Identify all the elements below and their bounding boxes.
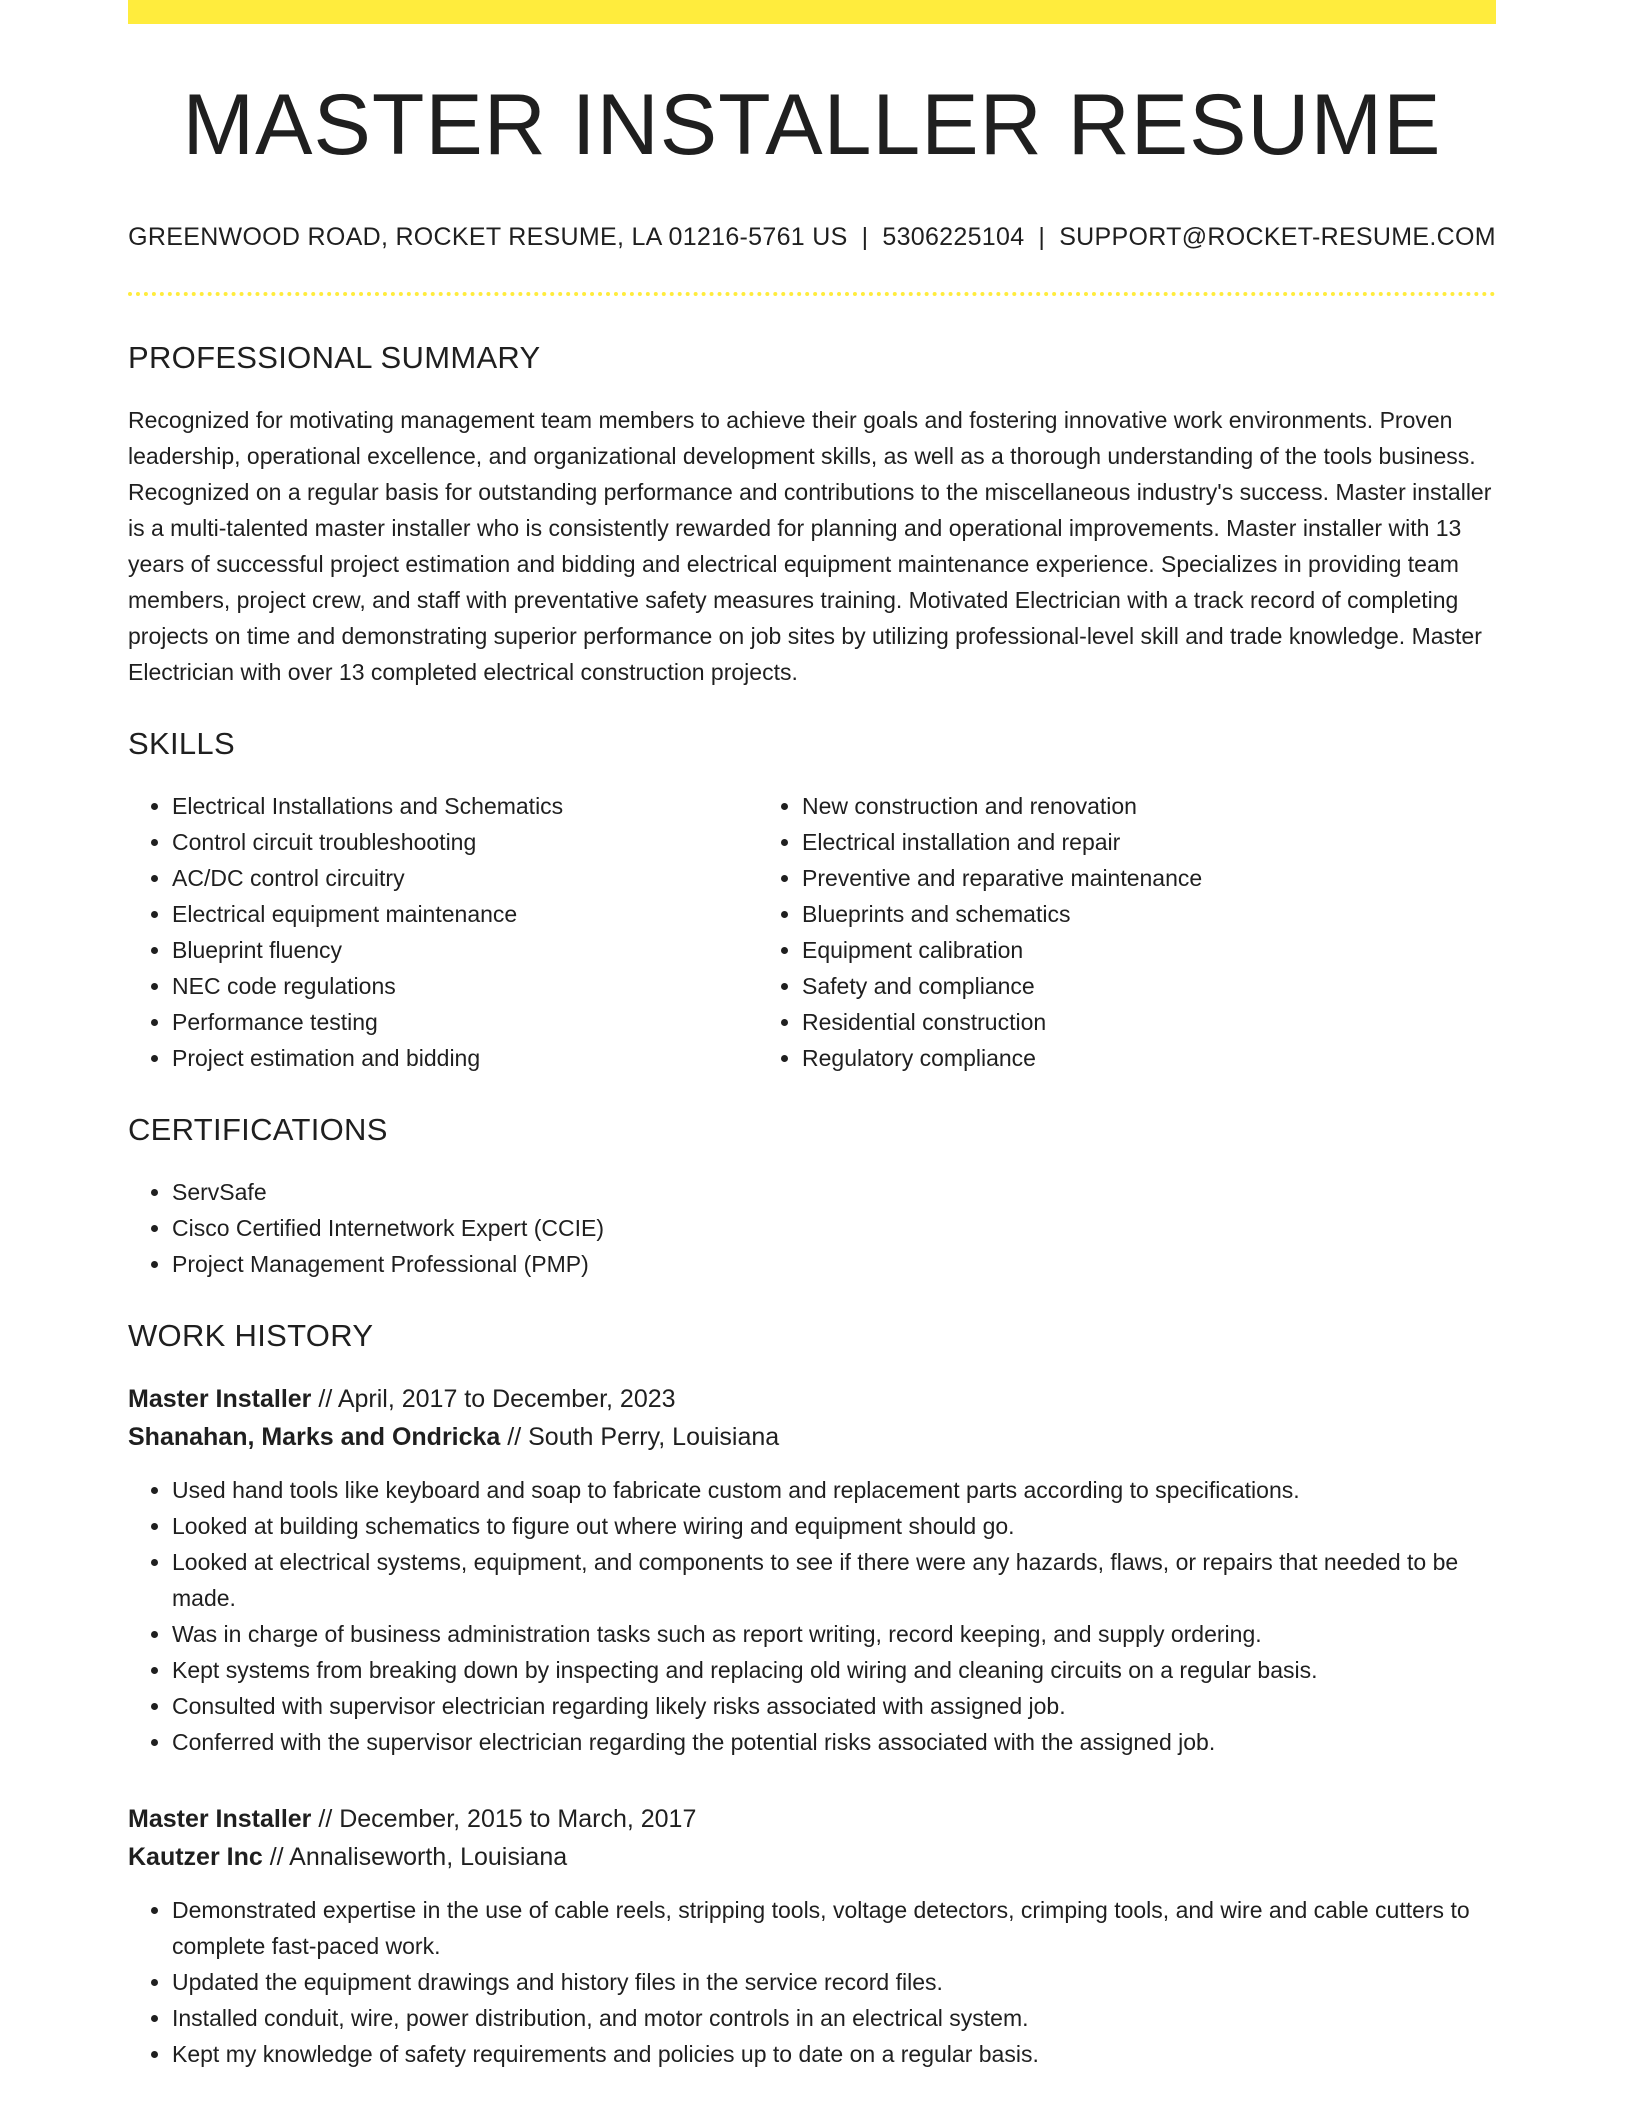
resume-title: MASTER INSTALLER RESUME (182, 77, 1442, 173)
skills-column-right (758, 788, 1458, 1076)
job-bullet: • Was in charge of business administration tasks such as report writing, record keeping, and supply ordering. (172, 1616, 1496, 1652)
top-accent-bar (128, 0, 1496, 24)
skill-item: • Residential construction (802, 1004, 1458, 1040)
skill-item: • Performance testing (172, 1004, 758, 1040)
job-location: // South Perry, Louisiana (500, 1422, 780, 1451)
skill-item: • Blueprints and schematics (802, 896, 1458, 932)
resume-page (128, 0, 1496, 2072)
job-entry (128, 1800, 1496, 2072)
summary-heading: PROFESSIONAL SUMMARY (128, 339, 541, 375)
summary-text: Recognized for motivating management team members to achieve their goals and fostering innovative work environments. Proven leadership, operational excellence, and organizational development skills, as well as a thorough understanding of the tools business. Recognized on a regular basis for outstanding performance and contributions to the miscellaneous industry's success. Master installer is a multi-talented master installer who is consistently rewarded for planning and operational improvements. Master installer with 13 years of successful project estimation and bidding and electrical equipment maintenance experience. Specializes in providing team members, project crew, and staff with preventative safety measures training. Motivated Electrician with a track record of completing projects on time and demonstrating superior performance on job sites by utilizing professional-level skill and trade knowledge. Master Electrician with over 13 completed electrical construction projects. (128, 406, 1492, 685)
contact-separator: | (861, 222, 869, 251)
skills-heading: SKILLS (128, 725, 235, 761)
skills-column-left (128, 788, 758, 1076)
skill-item: • Electrical equipment maintenance (172, 896, 758, 932)
certification-item: • Project Management Professional (PMP) (172, 1246, 1496, 1282)
job-bullet: • Looked at electrical systems, equipment, and components to see if there were any hazards, flaws, or repairs that needed to be made. (172, 1544, 1496, 1616)
job-dates: // December, 2015 to March, 2017 (311, 1804, 697, 1833)
skill-item: • Safety and compliance (802, 968, 1458, 1004)
job-role: Master Installer (128, 1804, 312, 1833)
dotted-divider (128, 292, 1496, 296)
contact-address: GREENWOOD ROAD, ROCKET RESUME, LA 01216-5761 US (128, 222, 848, 251)
job-bullets (128, 1892, 1496, 2072)
work-history-heading: WORK HISTORY (128, 1317, 374, 1353)
contact-phone: 5306225104 (882, 222, 1025, 251)
job-bullets (128, 1472, 1496, 1760)
contact-line (128, 223, 1496, 252)
skill-item: • Electrical Installations and Schematics (172, 788, 758, 824)
job-bullet: • Installed conduit, wire, power distribution, and motor controls in an electrical system. (172, 2000, 1496, 2036)
skill-item: • Project estimation and bidding (172, 1040, 758, 1076)
skill-item: • Blueprint fluency (172, 932, 758, 968)
job-dates: // April, 2017 to December, 2023 (311, 1384, 676, 1413)
job-bullet: • Updated the equipment drawings and history files in the service record files. (172, 1964, 1496, 2000)
job-bullet: • Conferred with the supervisor electrician regarding the potential risks associated with the assigned job. (172, 1724, 1496, 1760)
contact-separator: | (1038, 222, 1046, 251)
certification-item: • Cisco Certified Internetwork Expert (CCIE) (172, 1210, 1496, 1246)
job-bullet: • Demonstrated expertise in the use of cable reels, stripping tools, voltage detectors, crimping tools, and wire and cable cutters to complete fast-paced work. (172, 1892, 1496, 1964)
skill-item: • Control circuit troubleshooting (172, 824, 758, 860)
job-bullet: • Used hand tools like keyboard and soap to fabricate custom and replacement parts according to specifications. (172, 1472, 1496, 1508)
job-bullet: • Looked at building schematics to figure out where wiring and equipment should go. (172, 1508, 1496, 1544)
skill-item: • Preventive and reparative maintenance (802, 860, 1458, 896)
contact-email: SUPPORT@ROCKET-RESUME.COM (1059, 222, 1496, 251)
skill-item: • Regulatory compliance (802, 1040, 1458, 1076)
certifications-heading: CERTIFICATIONS (128, 1111, 388, 1147)
skill-item: • AC/DC control circuitry (172, 860, 758, 896)
skills-list (128, 788, 1496, 1076)
certification-item: • ServSafe (172, 1174, 1496, 1210)
job-bullet: • Consulted with supervisor electrician regarding likely risks associated with assigned job. (172, 1688, 1496, 1724)
job-location: // Annaliseworth, Louisiana (262, 1842, 568, 1871)
skill-item: • NEC code regulations (172, 968, 758, 1004)
skill-item: • Electrical installation and repair (802, 824, 1458, 860)
skill-item: • Equipment calibration (802, 932, 1458, 968)
job-company: Kautzer Inc (128, 1842, 263, 1871)
job-role: Master Installer (128, 1384, 312, 1413)
skill-item: • New construction and renovation (802, 788, 1458, 824)
job-bullet: • Kept my knowledge of safety requirements and policies up to date on a regular basis. (172, 2036, 1496, 2072)
certifications-list (128, 1174, 1496, 1282)
job-company-line (128, 1838, 1496, 1876)
job-company-line (128, 1418, 1496, 1456)
job-company: Shanahan, Marks and Ondricka (128, 1422, 501, 1451)
job-role-line (128, 1380, 1496, 1418)
job-bullet: • Kept systems from breaking down by inspecting and replacing old wiring and cleaning circuits on a regular basis. (172, 1652, 1496, 1688)
job-entry (128, 1380, 1496, 1760)
job-role-line (128, 1800, 1496, 1838)
